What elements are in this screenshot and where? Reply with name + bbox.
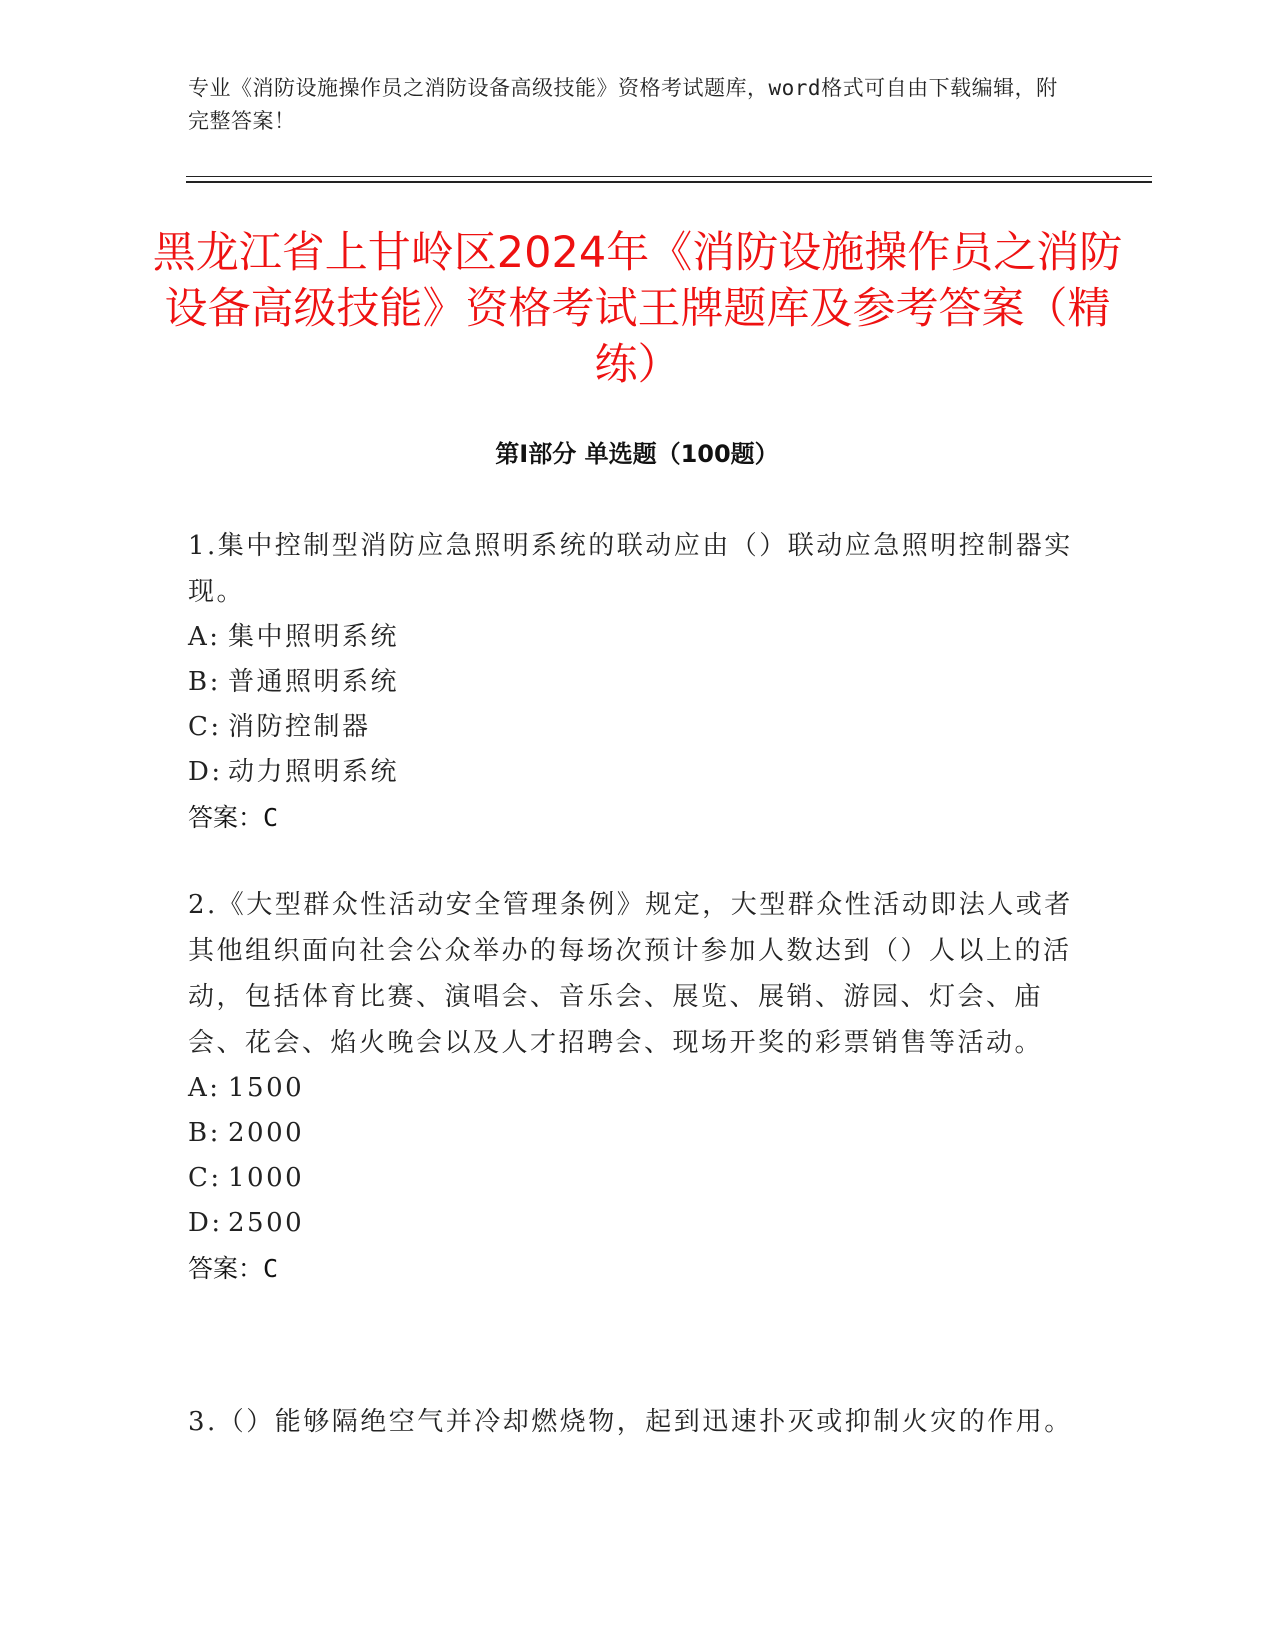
option-letter: C: xyxy=(188,712,222,742)
section-title: 第Ⅰ部分 单选题（100题） xyxy=(495,440,779,468)
option-letter: A: xyxy=(188,1073,221,1103)
option-text: 2000 xyxy=(228,1118,305,1148)
answer-line: 答案：C xyxy=(188,1254,279,1283)
question-stem: 1.集中控制型消防应急照明系统的联动应由（）联动应急照明控制器实现。 xyxy=(188,531,1073,607)
option-b xyxy=(188,1111,1073,1156)
option-letter: D: xyxy=(188,757,223,787)
option-text: 1500 xyxy=(228,1073,305,1103)
document-title: 黑龙江省上甘岭区2024年《消防设施操作员之消防设备高级技能》资格考试王牌题库及参考答案（精练） xyxy=(152,228,1123,390)
option-text: 集中照明系统 xyxy=(228,622,400,652)
option-text: 普通照明系统 xyxy=(228,667,400,697)
option-c xyxy=(188,705,1073,750)
question-stem: 3.（）能够隔绝空气并冷却燃烧物，起到迅速扑灭或抑制火灾的作用。 xyxy=(188,1407,1073,1437)
question-1 xyxy=(188,523,1073,841)
option-letter: C: xyxy=(188,1163,222,1193)
option-d xyxy=(188,1201,1073,1246)
option-b xyxy=(188,660,1073,705)
option-d xyxy=(188,750,1073,795)
option-a xyxy=(188,615,1073,660)
header-divider-thin xyxy=(186,176,1152,177)
header-divider-thick xyxy=(186,181,1152,183)
option-text: 1000 xyxy=(228,1163,305,1193)
question-stem: 2.《大型群众性活动安全管理条例》规定，大型群众性活动即法人或者其他组织面向社会公众举办的每场次预计参加人数达到（）人以上的活动，包括体育比赛、演唱会、音乐会、展览、展销、游园、灯会、庙会、花会、焰火晚会以及人才招聘会、现场开奖的彩票销售等活动。 xyxy=(188,890,1073,1058)
option-letter: B: xyxy=(188,1118,221,1148)
option-text: 动力照明系统 xyxy=(228,757,400,787)
header-note: 专业《消防设施操作员之消防设备高级技能》资格考试题库，word格式可自由下载编辑，附完整答案！ xyxy=(188,76,1058,133)
option-letter: A: xyxy=(188,622,221,652)
option-a xyxy=(188,1066,1073,1111)
option-letter: D: xyxy=(188,1208,223,1238)
option-c xyxy=(188,1156,1073,1201)
option-text: 消防控制器 xyxy=(228,712,371,742)
question-2 xyxy=(188,882,1073,1292)
option-text: 2500 xyxy=(228,1208,305,1238)
answer-line: 答案：C xyxy=(188,803,279,832)
option-letter: B: xyxy=(188,667,221,697)
question-3 xyxy=(188,1399,1073,1445)
